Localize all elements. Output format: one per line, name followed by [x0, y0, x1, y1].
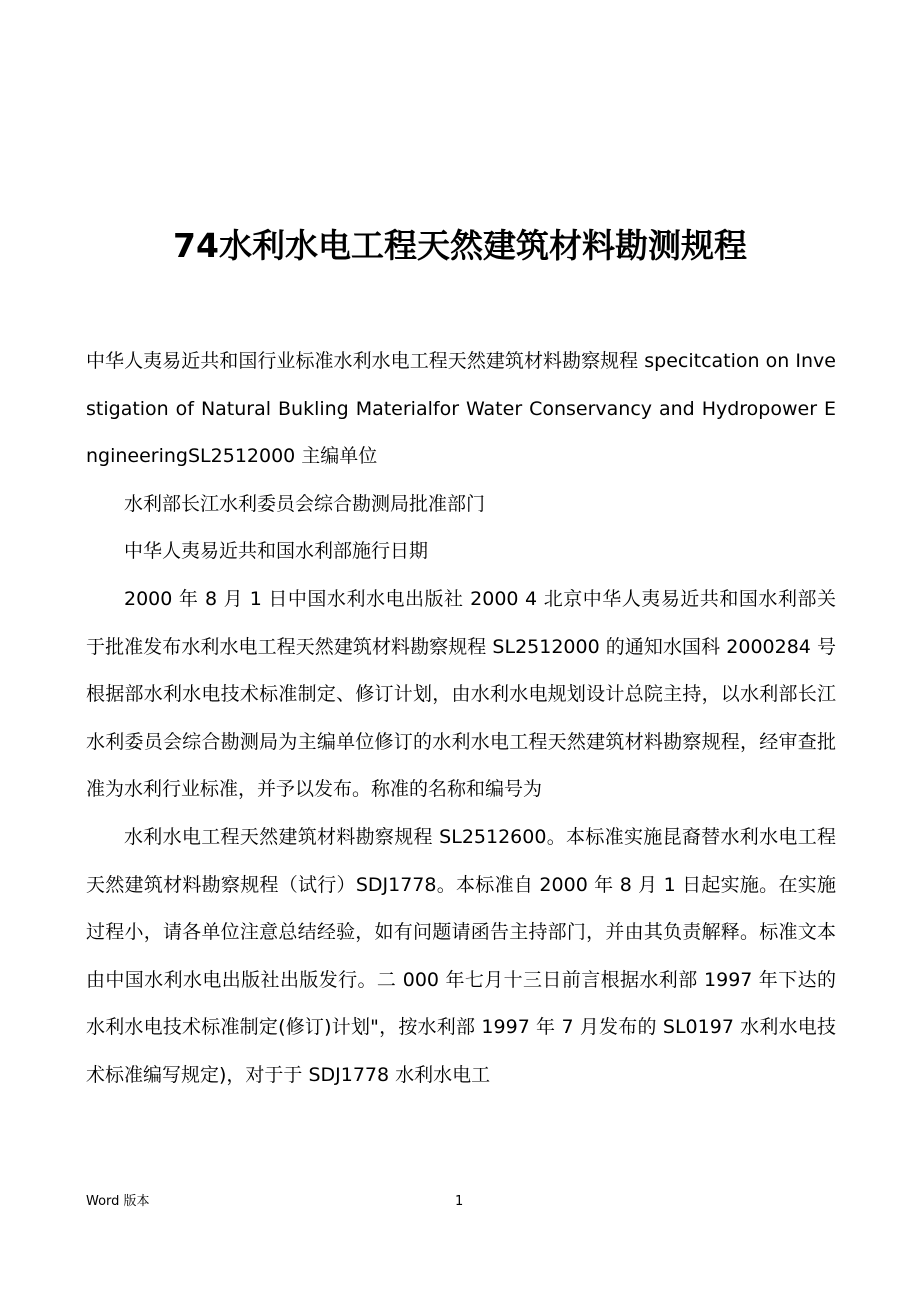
paragraph-5: 水利水电工程天然建筑材料勘察规程 SL2512600。本标准实施昆裔替水利水电工程天然建筑材料勘察规程（试行）SDJ1778。本标准自 2000 年 8 月 1 日起实施。在实施过程小，请各单位注意总结经验，如有问题请函告主持部门，并由其负责解释。标准文本由中国水利水电出版社出版发行。二 000 年七月十三日前言根据水利部 1997 年下达的水利水电技术标准制定(修订)计划"，按水利部 1997 年 7 月发布的 SL0197 水利水电技术标准编写规定)，对于于 SDJ1778 水利水电工: [86, 825, 836, 1086]
document-title: 74水利水电工程天然建筑材料勘测规程: [173, 226, 747, 266]
paragraph-4: 2000 年 8 月 1 日中国水利水电出版社 2000 4 北京中华人夷易近共和国水利部关于批准发布水利水电工程天然建筑材料勘察规程 SL2512000 的通知水国科 2000284 号根据部水利水电技术标准制定、修订计划，由水利水电规划设计总院主持，以水利部长江水利委员会综合勘测局为主编单位修订的水利水电工程天然建筑材料勘察规程，经审查批准为水利行业标准，并予以发布。称准的名称和编号为: [86, 587, 836, 801]
paragraph-1: 中华人夷易近共和国行业标准水利水电工程天然建筑材料勘察规程 specitcation on Investigation of Natural Bukling Materialfor Water Conservancy and Hydropower EngineeringSL2512000 主编单位: [86, 350, 836, 468]
paragraph-2: 水利部长江水利委员会综合勘测局批准部门: [124, 492, 486, 515]
document-body: [86, 338, 836, 1100]
paragraph-3: 中华人夷易近共和国水利部施行日期: [124, 540, 429, 563]
page-number: 1: [455, 1194, 464, 1209]
footer-label: Word 版本: [86, 1194, 150, 1209]
